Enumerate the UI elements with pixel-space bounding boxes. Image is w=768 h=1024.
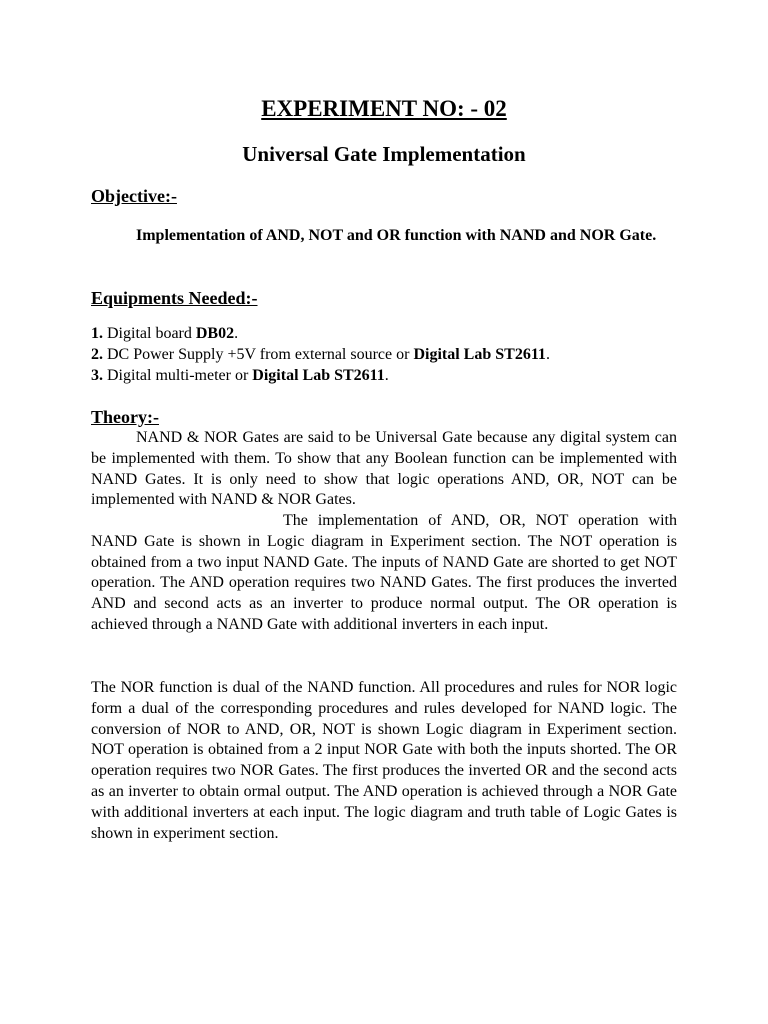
- item-suffix: .: [545, 346, 550, 363]
- theory-paragraph-2-text: The implementation of AND, OR, NOT operation with NAND Gate is shown in Logic diagram in Experiment section. The NOT operation is obtained from a two input NAND Gate. The inputs of NAND Gate are shorted to get NOT operation. The AND operation requires two NAND Gates. The first produces the inverted AND and second acts as an inverter to produce normal output. The OR operation is achieved through a NAND Gate with additional inverters in each input.: [91, 512, 677, 633]
- theory-paragraph-3: The NOR function is dual of the NAND function. All procedures and rules for NOR logic form a dual of the corresponding procedures and rules developed for NAND logic. The conversion of NOR to AND, OR, NOT is shown Logic diagram in Experiment section. NOT operation is obtained from a 2 input NOR Gate with both the inputs shorted. The OR operation requires two NOR Gates. The first produces the inverted OR and the second acts as an inverter to obtain ormal output. The AND operation is achieved through a NOR Gate with additional inverters at each input. The logic diagram and truth table of Logic Gates is shown in experiment section.: [91, 679, 677, 842]
- item-text: DC Power Supply +5V from external source or: [103, 346, 414, 363]
- equipment-heading: Equipments Needed:-: [91, 288, 258, 308]
- page-subtitle: Universal Gate Implementation: [242, 142, 526, 166]
- page-title: EXPERIMENT NO: - 02: [261, 96, 507, 121]
- item-number: 1.: [91, 325, 103, 342]
- item-number: 3.: [91, 367, 103, 384]
- list-item: [91, 323, 711, 344]
- theory-paragraph-1-text: NAND & NOR Gates are said to be Universal Gate because any digital system can be implemented with them. To show that any Boolean function can be implemented with NAND Gates. It is only need to show that logic operations AND, OR, NOT can be implemented with NAND & NOR Gates.: [91, 429, 677, 509]
- list-item: [91, 365, 711, 386]
- item-bold-text: Digital Lab ST2611: [252, 367, 385, 384]
- item-suffix: .: [384, 367, 389, 384]
- equipment-list: [91, 323, 711, 386]
- objective-body: Implementation of AND, NOT and OR function with NAND and NOR Gate.: [136, 227, 657, 244]
- theory-paragraph-1: [91, 428, 677, 511]
- item-number: 2.: [91, 346, 103, 363]
- objective-text: [91, 224, 677, 248]
- theory-heading: Theory:-: [91, 407, 159, 427]
- list-item: [91, 344, 711, 365]
- item-suffix: .: [234, 325, 239, 342]
- item-bold-text: Digital Lab ST2611: [413, 346, 546, 363]
- item-text: Digital multi-meter or: [103, 367, 253, 384]
- item-text: Digital board: [103, 325, 196, 342]
- objective-heading: Objective:-: [91, 186, 177, 206]
- theory-paragraph-2: [91, 511, 677, 636]
- item-bold-text: DB02: [195, 325, 235, 342]
